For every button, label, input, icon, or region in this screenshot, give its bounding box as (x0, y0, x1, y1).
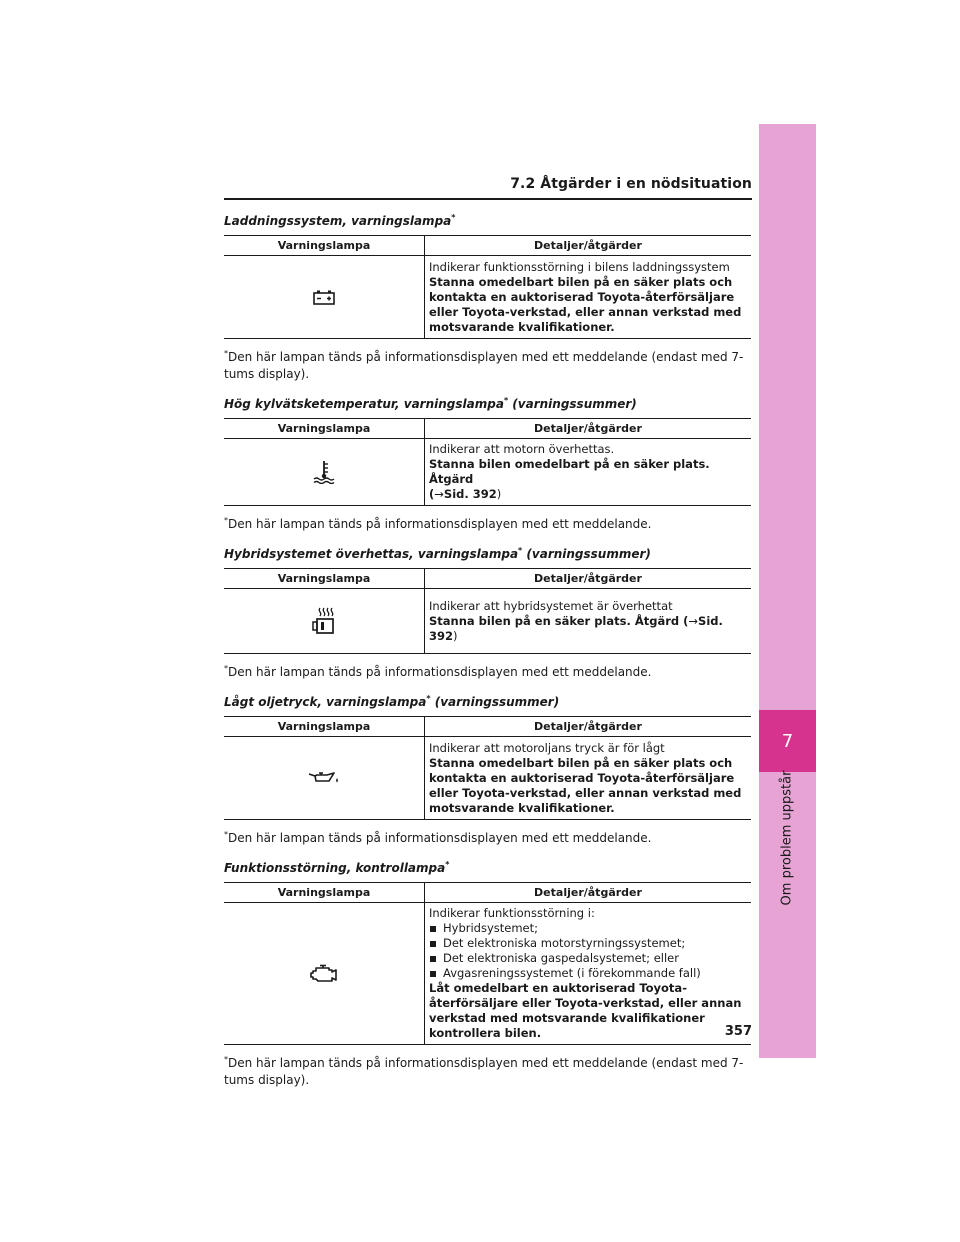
header-title: 7.2 Åtgärder i en nödsituation (510, 176, 752, 192)
section-title: Lågt oljetryck, varningslampa* (varningssummer) (224, 694, 560, 709)
details-text: Indikerar funktionsstörning i bilens laddningssystem (429, 259, 730, 274)
section-coolant (224, 393, 752, 533)
footnote: *Den här lampan tänds på informationsdisplayen med ett meddelande (endast med 7-tums display). (224, 1055, 744, 1087)
table-row (224, 589, 751, 654)
list-item: Det elektroniska motorstyrningssystemet; (429, 936, 747, 951)
warning-table (224, 716, 751, 820)
table-header-details: Detaljer/åtgärder (425, 236, 752, 256)
table-header-lamp: Varningslampa (224, 717, 425, 737)
chapter-label: Om problem uppstår (779, 770, 795, 906)
section-title: Funktionsstörning, kontrollampa* (224, 860, 450, 875)
check-engine-icon (309, 966, 339, 980)
section-hybrid-overheat (224, 543, 752, 681)
details-text: Indikerar funktionsstörning i: (429, 906, 595, 920)
footnote: *Den här lampan tänds på informationsdisplayen med ett meddelande. (224, 516, 652, 531)
battery-icon (313, 290, 335, 304)
list-item: Avgasreningssystemet (i förekommande fall) (429, 966, 747, 981)
section-title: Laddningssystem, varningslampa* (224, 213, 456, 228)
table-header-lamp: Varningslampa (224, 569, 425, 589)
table-header-details: Detaljer/åtgärder (425, 569, 752, 589)
table-header-details: Detaljer/åtgärder (425, 717, 752, 737)
list-item: Hybridsystemet; (429, 921, 747, 936)
oil-pressure-icon (307, 771, 341, 785)
table-row (224, 903, 751, 1045)
coolant-temperature-icon (312, 465, 336, 479)
details-text: Indikerar att motoroljans tryck är för lågt (429, 740, 665, 755)
section-charging (224, 210, 752, 383)
action-text: Låt omedelbart en auktoriserad Toyota-återförsäljare eller Toyota-verkstad, eller annan verkstad med motsvarande kvalifikationer kontrollera bilen. (429, 981, 742, 1040)
page-content (224, 210, 752, 1099)
page-number: 357 (724, 1024, 752, 1039)
table-row (224, 256, 751, 339)
table-header-details: Detaljer/åtgärder (425, 419, 752, 439)
table-header-lamp: Varningslampa (224, 883, 425, 903)
warning-table (224, 568, 751, 654)
warning-table (224, 235, 751, 339)
section-oil-pressure (224, 691, 752, 847)
section-malfunction (224, 857, 752, 1089)
list-item: Det elektroniska gaspedalsystemet; eller (429, 951, 747, 966)
table-header-lamp: Varningslampa (224, 419, 425, 439)
table-row (224, 737, 751, 820)
table-header-details: Detaljer/åtgärder (425, 883, 752, 903)
chapter-sidebar (759, 124, 816, 1058)
details-text: Indikerar att hybridsystemet är överhettat (429, 598, 673, 613)
section-title: Hybridsystemet överhettas, varningslampa* (varningssummer) (224, 546, 651, 561)
table-row (224, 439, 751, 506)
chapter-number: 7 (781, 730, 794, 752)
footnote: *Den här lampan tänds på informationsdisplayen med ett meddelande (endast med 7-tums display). (224, 349, 744, 381)
warning-table (224, 418, 751, 506)
action-text: Stanna omedelbart bilen på en säker plats och kontakta en auktoriserad Toyota-återförsäljare eller Toyota-verkstad, eller annan verkstad med motsvarande kvalifikationer. (429, 274, 742, 334)
footnote: *Den här lampan tänds på informationsdisplayen med ett meddelande. (224, 664, 652, 679)
action-text: Stanna bilen omedelbart på en säker plats. Åtgärd (→Sid. 392) (429, 457, 710, 501)
warning-table (224, 882, 751, 1045)
details-text: Indikerar att motorn överhettas. (429, 442, 615, 456)
footnote: *Den här lampan tänds på informationsdisplayen med ett meddelande. (224, 830, 652, 845)
page-reference-link[interactable]: Sid. 392 (429, 613, 723, 643)
chapter-tab (759, 710, 816, 772)
section-title: Hög kylvätsketemperatur, varningslampa* (varningssummer) (224, 396, 637, 411)
table-header-lamp: Varningslampa (224, 236, 425, 256)
hybrid-overheat-icon (311, 614, 337, 628)
action-text: Stanna bilen på en säker plats. Åtgärd (→Sid. 392) (429, 613, 723, 643)
action-text: Stanna omedelbart bilen på en säker plats och kontakta en auktoriserad Toyota-återförsäljare eller Toyota-verkstad, eller annan verkstad med motsvarande kvalifikationer. (429, 755, 742, 815)
page-reference-link[interactable]: Sid. 392 (443, 487, 497, 501)
page-header (224, 176, 752, 200)
